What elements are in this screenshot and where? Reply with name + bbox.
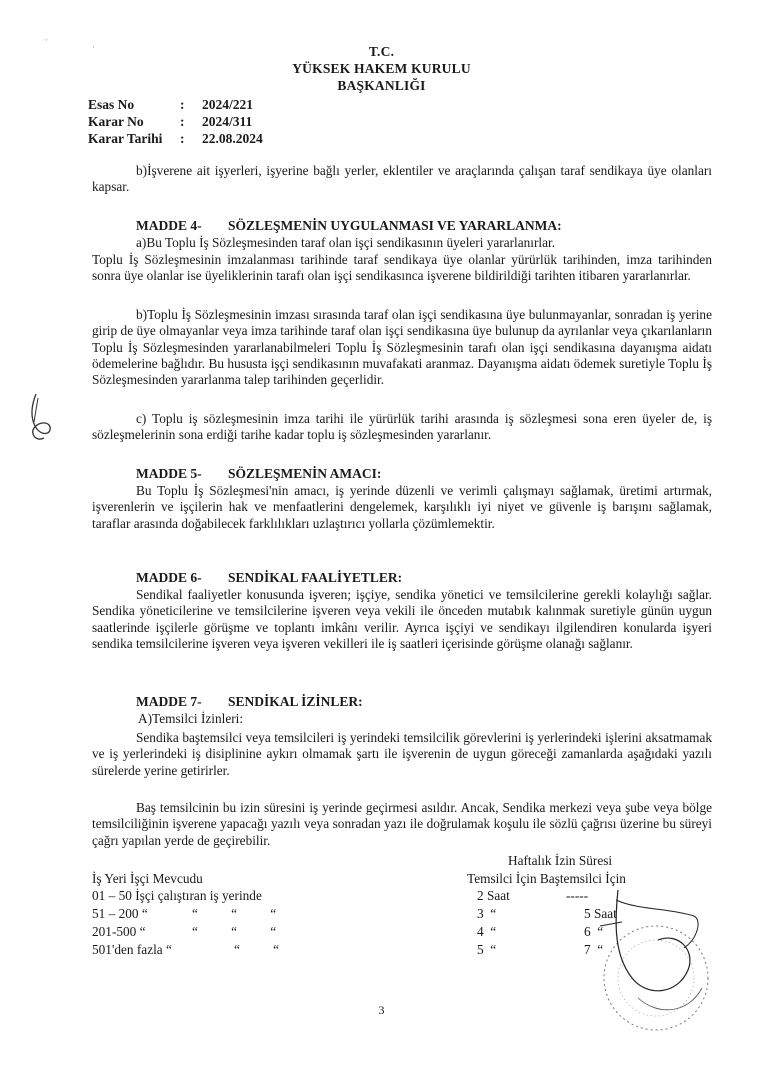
meta-karar xyxy=(88,114,252,130)
signature-mark xyxy=(26,392,56,444)
meta-sep: : xyxy=(180,131,185,146)
madde4-title: SÖZLEŞMENİN UYGULANMASI VE YARARLANMA: xyxy=(228,218,562,233)
madde4-para-a: a)Bu Toplu İş Sözleşmesinden taraf olan işçi sendikasının üyeleri yararlanırlar. xyxy=(136,235,556,250)
madde7-title: SENDİKAL İZİNLER: xyxy=(228,694,363,709)
madde4-para-c: c) Toplu iş sözleşmesinin imza tarihi ile yürürlük tarihi arasında iş sözleşmesi sona eren üyeler de, iş sözleşmelerinin sona erdiği tarihe kadar toplu iş sözleşmesinden yararlanır. xyxy=(92,411,712,443)
page-number: 3 xyxy=(378,1003,385,1017)
header-tc: T.C. xyxy=(368,44,395,59)
scan-mark: · xyxy=(45,35,48,45)
table-row-bas: 6 “ xyxy=(584,924,604,939)
madde6-title: SENDİKAL FAALİYETLER: xyxy=(228,570,403,585)
madde7-paragraph-1: Sendika baştemsilci veya temsilcileri iş yerindeki temsilcilik görevlerini iş yerlerindeki işlerini aksatmamak ve iş yerlerindeki iş disiplinine aykırı olmamak şartı ile işverenin de uygun göreceği zamanlarda aşağıdaki yazılı sürelerde yerine getirirler. xyxy=(92,730,712,778)
meta-key: Karar No xyxy=(88,114,144,129)
table-row-bas: ----- xyxy=(566,888,589,903)
table-row-temsilci: 4 “ xyxy=(477,924,497,939)
table-row-bas: 5 Saat xyxy=(584,906,617,921)
meta-value: 22.08.2024 xyxy=(202,131,263,146)
meta-value: 2024/221 xyxy=(202,97,254,112)
table-row-ditto: “ “ “ xyxy=(192,906,277,921)
madde7-number: MADDE 7- xyxy=(136,694,202,709)
table-row-range: 201-500 “ xyxy=(92,924,146,939)
table-head-weekly: Haftalık İzin Süresi xyxy=(508,853,613,868)
madde5-heading xyxy=(136,466,381,482)
table-head-representative: Temsilci İçin Baştemsilci İçin xyxy=(467,871,626,886)
table-row-temsilci: 3 “ xyxy=(477,906,497,921)
table-row-bas: 7 “ xyxy=(584,942,604,957)
table-row-ditto: “ “ xyxy=(234,942,280,957)
intro-paragraph: b)İşverene ait işyerleri, işyerine bağlı yerler, eklentiler ve araçlarında çalışan taraf sendikaya üye olanları kapsar. xyxy=(92,163,712,195)
header-institution: YÜKSEK HAKEM KURULU xyxy=(292,61,471,76)
table-row-range: 501'den fazla “ xyxy=(92,942,172,957)
header-presidency: BAŞKANLIĞI xyxy=(337,78,426,93)
madde7-paragraph-2: Baş temsilcinin bu izin süresini iş yerinde geçirmesi asıldır. Ancak, Sendika merkezi veya şube veya bölge temsilciliğinin işverene yapacağı yazılı veya sonradan yazı ile doğrulamak koşulu ile sözlü çağrısı üzerine bu süreyi çağrı yapılan yerde de geçirebilir. xyxy=(92,800,712,848)
scan-mark: · xyxy=(92,42,95,52)
madde7-heading xyxy=(136,694,363,710)
madde7-subheading: A)Temsilci İzinleri: xyxy=(138,711,244,726)
madde5-paragraph: Bu Toplu İş Sözleşmesi'nin amacı, iş yerinde düzenli ve verimli çalışmayı sağlamak, üretimi artırmak, işverenlerin ve işçilerin hak ve menfaatlerini dengelemek, karşılıklı iyi niyet ve güvenle iş barışını sağlamak, taraflar arasında doğabilecek farklılıkları uzlaştırıcı yollarla çözümlemektir. xyxy=(92,483,712,531)
madde6-paragraph: Sendikal faaliyetler konusunda işveren; işçiye, sendika yönetici ve temsilcilerine gerekli kolaylığı sağlar. Sendika yöneticilerine ve temsilcilerine işveren veya vekili ile önceden mutabık kalınmak suretiyle günün uygun saatlerinde işçilerle görüşme ve toplantı imkânı verilir. Ayrıca işçiyi ve sendikayı ilgilendiren konularda işyeri sendika temsilcilerine işveren veya işveren vekilleri ile iş saatleri içerisinde görüşme olanağı sağlanır. xyxy=(92,587,712,651)
meta-value: 2024/311 xyxy=(202,114,253,129)
madde4-heading xyxy=(136,218,562,234)
madde4-para-a2: Toplu İş Sözleşmesinin imzalanması tarihinde taraf sendikaya üye olanlar yürürlük tarihinden, imza tarihinden sonra üye olanlar ise üyeliklerinin tarafı olan işçi sendikasınca işverene bildirildiği tarihten itibaren yararlanırlar. xyxy=(92,252,712,284)
madde5-number: MADDE 5- xyxy=(136,466,202,481)
madde4-number: MADDE 4- xyxy=(136,218,202,233)
meta-key: Esas No xyxy=(88,97,135,112)
madde6-number: MADDE 6- xyxy=(136,570,202,585)
madde4-para-b: b)Toplu İş Sözleşmesinin imzası sırasında taraf olan işçi sendikasına üye bulunmayanlar, sonradan iş yerine girip de üye olmayanlar veya imza tarihinde taraf olan işçi sendikasına üye bulunup da ayrılanlar veya çıkarılanların Toplu İş Sözleşmesinden yararlanabilmeleri Toplu İş Sözleşmesinin tarafı olan işçi sendikasına dayanışma aidatı ödemelerine bağlıdır. Bu hususta işçi sendikasının muvafakati aranmaz. Dayanışma aidatı ödemek suretiyle Toplu İş Sözleşmesinden yararlanma talep tarihinden geçerlidir. xyxy=(92,307,712,388)
madde5-title: SÖZLEŞMENİN AMACI: xyxy=(228,466,382,481)
table-row-range: 01 – 50 İşçi çalıştıran iş yerinde xyxy=(92,888,262,903)
meta-sep: : xyxy=(180,97,185,112)
meta-esas xyxy=(88,97,253,113)
madde6-heading xyxy=(136,570,402,586)
table-row-temsilci: 5 “ xyxy=(477,942,497,957)
table-row-ditto: “ “ “ xyxy=(192,924,277,939)
table-head-workplace: İş Yeri İşçi Mevcudu xyxy=(92,871,203,886)
meta-key: Karar Tarihi xyxy=(88,131,163,146)
meta-sep: : xyxy=(180,114,185,129)
meta-karar-tarihi xyxy=(88,131,263,147)
table-row-temsilci: 2 Saat xyxy=(477,888,510,903)
table-row-range: 51 – 200 “ xyxy=(92,906,148,921)
